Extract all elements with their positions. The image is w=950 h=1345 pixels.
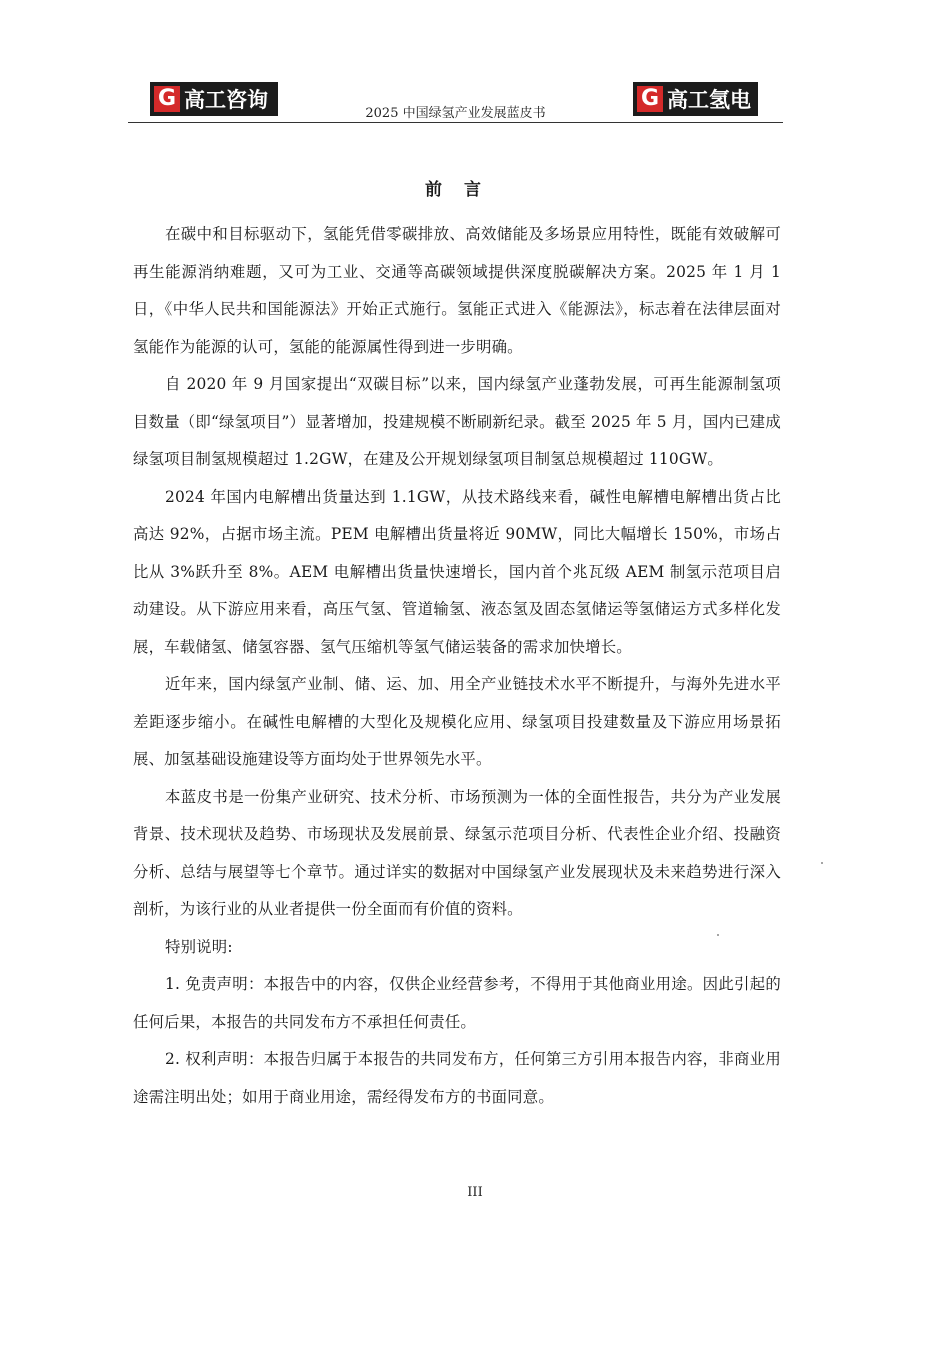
logo-text: 高工氢电 [667,88,751,112]
scan-speck [717,934,719,936]
logo-text: 高工咨询 [184,88,268,112]
rights-note: 2. 权利声明：本报告归属于本报告的共同发布方，任何第三方引用本报告内容，非商业用途需注明出处；如用于商业用途，需经得发布方的书面同意。 [133,1050,781,1106]
g-logo-icon: G [637,86,663,112]
paragraph-green-hydrogen-projects: 自 2020 年 9 月国家提出“双碳目标”以来，国内绿氢产业蓬勃发展，可再生能源制氢项目数量（即“绿氢项目”）显著增加，投建规模不断刷新纪录。截至 2025 年 5 月，国内已建成绿氢项目制氢规模超过 1.2GW，在建及公开规划绿氢项目制氢总规模超过 110GW。 [133,375,781,468]
running-header-title: 2025 中国绿氢产业发展蓝皮书 [365,106,546,121]
special-notes-heading: 特别说明: [165,937,233,956]
disclaimer-note: 1. 免责声明：本报告中的内容，仅供企业经营参考，不得用于其他商业用途。因此引起的任何后果，本报告的共同发布方不承担任何责任。 [133,975,781,1031]
paragraph-report-overview: 本蓝皮书是一份集产业研究、技术分析、市场预测为一体的全面性报告，共分为产业发展背景、技术现状及趋势、市场现状及发展前景、绿氢示范项目分析、代表性企业介绍、投融资分析、总结与展望等七个章节。通过详实的数据对中国绿氢产业发展现状及未来趋势进行深入剖析，为该行业的从业者提供一份全面而有价值的资料。 [133,787,781,918]
page-header [128,78,783,124]
page-number: III [467,1185,483,1200]
section-title: 前 言 [425,180,489,200]
header-divider [128,122,783,123]
paragraph-electrolyzer-shipments: 2024 年国内电解槽出货量达到 1.1GW，从技术路线来看，碱性电解槽电解槽出货占比高达 92%，占据市场主流。PEM 电解槽出货量将近 90MW，同比大幅增长 150%，市场占比从 3%跃升至 8%。AEM 电解槽出货量快速增长，国内首个兆瓦级 AEM 制氢示范项目启动建设。从下游应用来看，高压气氢、管道输氢、液态氢及固态氢储运等氢储运方式多样化发展，车载储氢、储氢容器、氢气压缩机等氢气储运装备的需求加快增长。 [133,487,781,656]
paragraph-intro: 在碳中和目标驱动下，氢能凭借零碳排放、高效储能及多场景应用特性，既能有效破解可再生能源消纳难题，又可为工业、交通等高碳领域提供深度脱碳解决方案。2025 年 1 月 1 日，《中华人民共和国能源法》开始正式施行。氢能正式进入《能源法》，标志着在法律层面对氢能作为能源的认可，氢能的能源属性得到进一步明确。 [133,225,781,356]
gaogong-hydrogen-logo [633,82,758,116]
scan-speck [821,862,823,864]
paragraph-industry-progress: 近年来，国内绿氢产业制、储、运、加、用全产业链技术水平不断提升，与海外先进水平差距逐步缩小。在碱性电解槽的大型化及规模化应用、绿氢项目投建数量及下游应用场景拓展、加氢基础设施建设等方面均处于世界领先水平。 [133,675,781,768]
document-body [133,176,781,1116]
g-logo-icon: G [154,86,180,112]
